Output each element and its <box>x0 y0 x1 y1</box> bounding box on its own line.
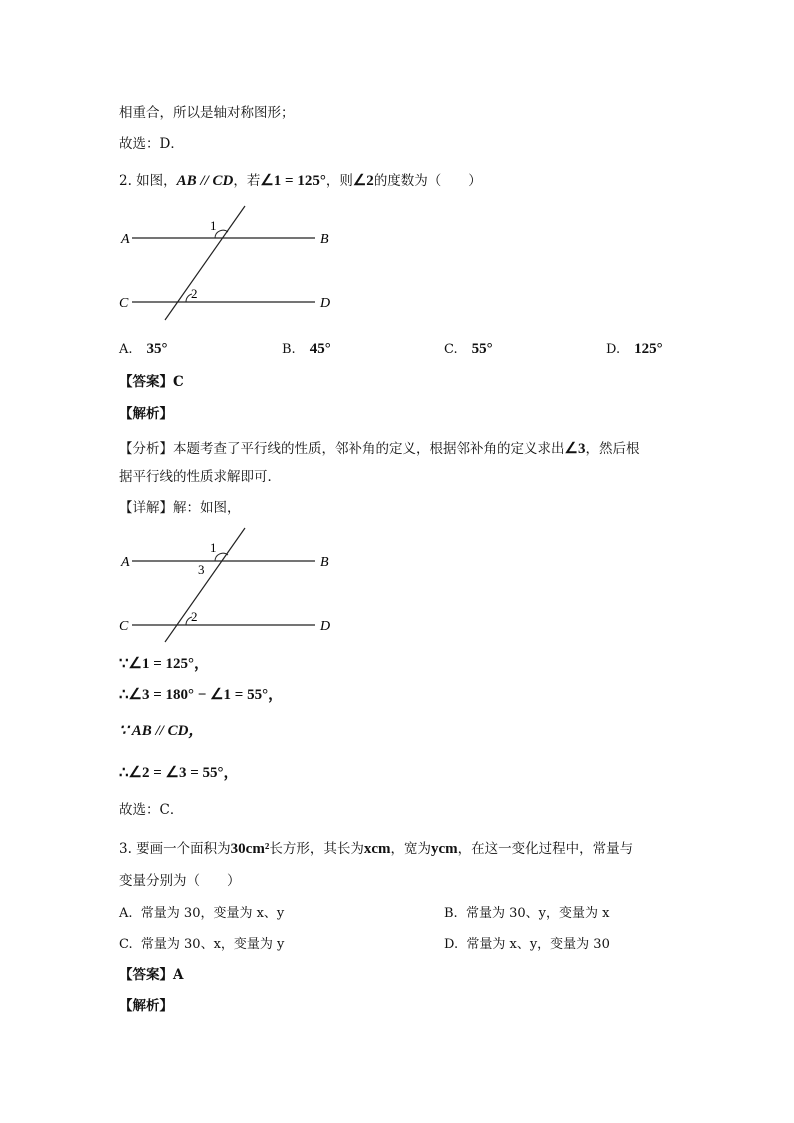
question-3-stem <box>119 840 633 858</box>
answer-label: 【答案】C <box>119 374 184 390</box>
q2-then: ，则 <box>325 173 353 189</box>
option-letter: B. <box>282 342 296 357</box>
question-3-stem-line-2: 变量分别为（ ） <box>119 873 241 889</box>
analysis-line-2: 据平行线的性质求解即可． <box>119 469 281 485</box>
option-letter: D. <box>444 937 459 952</box>
q3-text: ，在这一变化过程中，常量与 <box>457 841 634 857</box>
option-text: 常量为 x、y，变量为 30 <box>466 937 610 952</box>
q3-text: 长方形，其长为 <box>269 841 364 857</box>
option-value: 35° <box>146 341 168 357</box>
label-b: B <box>320 232 329 247</box>
math-angle3: ∠3 <box>564 441 586 457</box>
option-value: 55° <box>471 341 493 357</box>
analysis-text: ，然后根 <box>585 441 640 457</box>
label-c: C <box>119 296 129 311</box>
math-width: ycm <box>430 841 458 857</box>
option-text: 常量为 30、y，变量为 x <box>465 906 610 921</box>
option-letter: B. <box>444 906 458 921</box>
analysis-text: 【分析】本题考查了平行线的性质，邻补角的定义，根据邻补角的定义求出 <box>119 441 565 457</box>
analysis-label: 【解析】 <box>119 406 173 422</box>
label-d: D <box>320 296 331 311</box>
label-a: A <box>121 555 130 570</box>
q3-option-d <box>444 936 610 954</box>
option-letter: C. <box>444 342 458 357</box>
option-value: 45° <box>309 341 331 357</box>
option-text: 常量为 30，变量为 x、y <box>140 906 285 921</box>
math-angle1: ∠1 = 125° <box>260 173 326 189</box>
option-value: 125° <box>634 341 663 357</box>
solution-step-2: ∴∠3 = 180° − ∠1 = 55°， <box>119 687 284 703</box>
transversal <box>165 206 245 320</box>
parallel-lines-figure-2 <box>115 522 340 647</box>
q3-option-a <box>119 905 284 923</box>
label-a: A <box>121 232 130 247</box>
label-c: C <box>119 619 129 634</box>
analysis-label: 【解析】 <box>119 998 173 1014</box>
q2-prefix: 2. 如图， <box>119 173 177 189</box>
solution-step-4: ∴∠2 = ∠3 = 55°， <box>119 765 239 781</box>
text-line: 相重合，所以是轴对称图形； <box>119 105 295 121</box>
q3-option-b <box>444 905 609 923</box>
math-ab-parallel-cd: AB // CD <box>176 173 234 189</box>
answer-label: 【答案】A <box>119 967 184 983</box>
label-d: D <box>320 619 331 634</box>
label-angle-3: 3 <box>198 562 205 577</box>
parallel-lines-figure-1 <box>115 200 340 325</box>
solution-step-1: ∵∠1 = 125°， <box>119 656 210 672</box>
solution-step-3: ∵ AB // CD， <box>119 723 204 739</box>
choice-text: 故选：C． <box>119 802 184 818</box>
label-angle-1: 1 <box>210 540 217 555</box>
option-c <box>444 340 493 359</box>
option-b <box>282 340 331 359</box>
q3-text: ，宽为 <box>390 841 431 857</box>
math-angle2: ∠2 <box>352 173 374 189</box>
detail-label: 【详解】解：如图， <box>119 500 241 516</box>
analysis-line-1 <box>119 440 639 458</box>
q3-text: 3. 要画一个面积为 <box>119 841 231 857</box>
option-letter: A. <box>119 906 133 921</box>
option-letter: C. <box>119 937 133 952</box>
option-letter: A. <box>119 342 133 357</box>
q2-suffix: 的度数为（ ） <box>373 173 482 189</box>
q3-option-c <box>119 936 284 954</box>
q2-mid: ，若 <box>233 173 261 189</box>
label-b: B <box>320 555 329 570</box>
option-text: 常量为 30、x，变量为 y <box>140 937 285 952</box>
option-d <box>606 340 663 359</box>
label-angle-2: 2 <box>191 286 198 301</box>
math-area: 30cm² <box>230 841 270 857</box>
option-letter: D. <box>606 342 621 357</box>
label-angle-2: 2 <box>191 609 198 624</box>
option-a <box>119 340 168 359</box>
text-line: 故选：D． <box>119 136 184 152</box>
math-length: xcm <box>363 841 391 857</box>
angle-1-arc <box>215 230 228 238</box>
question-2-stem <box>119 172 482 190</box>
label-angle-1: 1 <box>210 218 217 233</box>
